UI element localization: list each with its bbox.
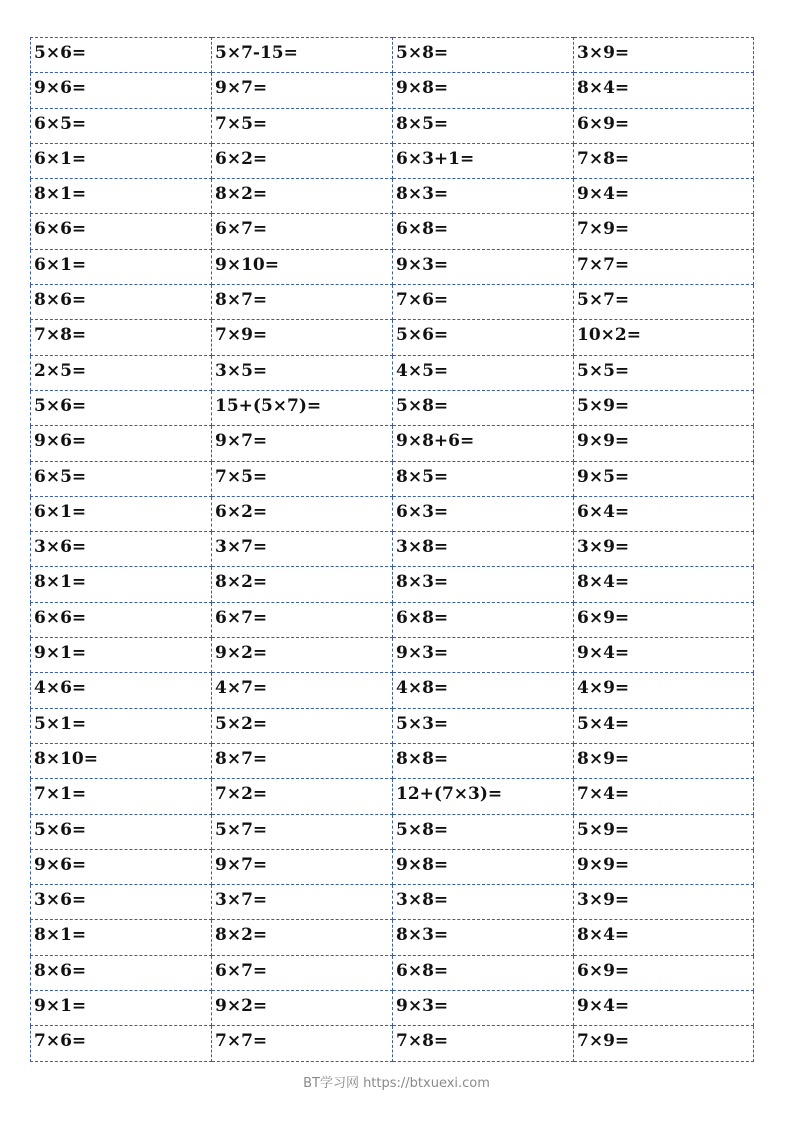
table-row — [31, 143, 754, 178]
table-row — [31, 285, 754, 320]
problem-cell: 6×1= — [31, 496, 212, 531]
problem-cell: 8×1= — [31, 920, 212, 955]
problem-cell: 9×8+6= — [393, 426, 574, 461]
problem-cell: 9×3= — [393, 991, 574, 1026]
table-row — [31, 567, 754, 602]
table-row — [31, 1026, 754, 1061]
problem-cell: 8×3= — [393, 920, 574, 955]
problem-cell: 8×2= — [212, 179, 393, 214]
problem-cell: 7×8= — [574, 143, 754, 178]
worksheet-body — [31, 38, 754, 1062]
problem-cell: 4×9= — [574, 673, 754, 708]
problem-cell: 6×6= — [31, 214, 212, 249]
table-row — [31, 496, 754, 531]
problem-cell: 6×7= — [212, 602, 393, 637]
problem-cell: 3×7= — [212, 885, 393, 920]
problem-cell: 5×2= — [212, 708, 393, 743]
problem-cell: 5×6= — [31, 814, 212, 849]
problem-cell: 7×1= — [31, 779, 212, 814]
table-row — [31, 602, 754, 637]
problem-cell: 6×3+1= — [393, 143, 574, 178]
problem-cell: 3×8= — [393, 885, 574, 920]
problem-cell: 9×4= — [574, 638, 754, 673]
problem-cell: 6×9= — [574, 955, 754, 990]
table-row — [31, 814, 754, 849]
problem-cell: 7×8= — [393, 1026, 574, 1061]
table-row — [31, 955, 754, 990]
problem-cell: 2×5= — [31, 355, 212, 390]
problem-cell: 8×3= — [393, 567, 574, 602]
table-row — [31, 320, 754, 355]
problem-cell: 7×5= — [212, 108, 393, 143]
problem-cell: 5×4= — [574, 708, 754, 743]
problem-cell: 7×6= — [31, 1026, 212, 1061]
problem-cell: 8×4= — [574, 73, 754, 108]
problem-cell: 6×7= — [212, 955, 393, 990]
problem-cell: 6×7= — [212, 214, 393, 249]
problem-cell: 9×1= — [31, 638, 212, 673]
problem-cell: 9×3= — [393, 638, 574, 673]
table-row — [31, 108, 754, 143]
problem-cell: 6×4= — [574, 496, 754, 531]
table-row — [31, 461, 754, 496]
problem-cell: 8×4= — [574, 920, 754, 955]
problem-cell: 9×10= — [212, 249, 393, 284]
problem-cell: 8×7= — [212, 743, 393, 778]
problem-cell: 5×8= — [393, 38, 574, 73]
table-row — [31, 779, 754, 814]
problem-cell: 5×6= — [31, 390, 212, 425]
problem-cell: 9×7= — [212, 73, 393, 108]
problem-cell: 8×1= — [31, 179, 212, 214]
problem-cell: 6×2= — [212, 496, 393, 531]
problem-cell: 5×9= — [574, 390, 754, 425]
problem-cell: 8×2= — [212, 920, 393, 955]
table-row — [31, 426, 754, 461]
problem-cell: 9×7= — [212, 426, 393, 461]
table-row — [31, 885, 754, 920]
problem-cell: 8×5= — [393, 461, 574, 496]
table-row — [31, 673, 754, 708]
problem-cell: 9×1= — [31, 991, 212, 1026]
problem-cell: 6×5= — [31, 461, 212, 496]
problem-cell: 8×6= — [31, 285, 212, 320]
problem-cell: 9×7= — [212, 849, 393, 884]
problem-cell: 3×9= — [574, 38, 754, 73]
problem-cell: 5×9= — [574, 814, 754, 849]
problem-cell: 9×8= — [393, 849, 574, 884]
problem-cell: 7×9= — [574, 214, 754, 249]
problem-cell: 5×8= — [393, 390, 574, 425]
problem-cell: 6×8= — [393, 214, 574, 249]
problem-cell: 5×1= — [31, 708, 212, 743]
problem-cell: 3×8= — [393, 532, 574, 567]
table-row — [31, 355, 754, 390]
problem-cell: 8×6= — [31, 955, 212, 990]
table-row — [31, 991, 754, 1026]
problem-cell: 8×2= — [212, 567, 393, 602]
problem-cell: 6×2= — [212, 143, 393, 178]
problem-cell: 9×2= — [212, 638, 393, 673]
problem-cell: 3×7= — [212, 532, 393, 567]
problem-cell: 8×4= — [574, 567, 754, 602]
problem-cell: 9×6= — [31, 849, 212, 884]
problem-cell: 6×1= — [31, 249, 212, 284]
problem-cell: 3×9= — [574, 532, 754, 567]
problem-cell: 9×9= — [574, 849, 754, 884]
problem-cell: 10×2= — [574, 320, 754, 355]
problem-cell: 9×6= — [31, 426, 212, 461]
problem-cell: 6×6= — [31, 602, 212, 637]
watermark: BT学习网 https://btxuexi.com — [303, 1076, 490, 1091]
problem-cell: 7×2= — [212, 779, 393, 814]
problem-cell: 5×8= — [393, 814, 574, 849]
problem-cell: 6×9= — [574, 108, 754, 143]
problem-cell: 8×9= — [574, 743, 754, 778]
problem-cell: 5×7= — [574, 285, 754, 320]
problem-cell: 7×7= — [574, 249, 754, 284]
table-row — [31, 214, 754, 249]
problem-cell: 4×5= — [393, 355, 574, 390]
problem-cell: 7×6= — [393, 285, 574, 320]
problem-cell: 8×3= — [393, 179, 574, 214]
problem-cell: 5×7= — [212, 814, 393, 849]
problem-cell: 8×5= — [393, 108, 574, 143]
table-row — [31, 179, 754, 214]
table-row — [31, 532, 754, 567]
problem-cell: 3×6= — [31, 532, 212, 567]
problem-cell: 9×2= — [212, 991, 393, 1026]
problem-cell: 3×6= — [31, 885, 212, 920]
worksheet-table — [30, 37, 754, 1062]
problem-cell: 6×8= — [393, 602, 574, 637]
problem-cell: 7×8= — [31, 320, 212, 355]
problem-cell: 7×9= — [574, 1026, 754, 1061]
problem-cell: 4×8= — [393, 673, 574, 708]
problem-cell: 9×3= — [393, 249, 574, 284]
problem-cell: 7×5= — [212, 461, 393, 496]
table-row — [31, 390, 754, 425]
problem-cell: 9×4= — [574, 179, 754, 214]
problem-cell: 8×1= — [31, 567, 212, 602]
table-row — [31, 638, 754, 673]
table-row — [31, 920, 754, 955]
problem-cell: 6×8= — [393, 955, 574, 990]
problem-cell: 9×4= — [574, 991, 754, 1026]
problem-cell: 9×6= — [31, 73, 212, 108]
table-row — [31, 38, 754, 73]
table-row — [31, 743, 754, 778]
table-row — [31, 849, 754, 884]
problem-cell: 9×8= — [393, 73, 574, 108]
problem-cell: 5×5= — [574, 355, 754, 390]
problem-cell: 3×5= — [212, 355, 393, 390]
problem-cell: 9×5= — [574, 461, 754, 496]
problem-cell: 6×3= — [393, 496, 574, 531]
problem-cell: 4×7= — [212, 673, 393, 708]
problem-cell: 6×5= — [31, 108, 212, 143]
problem-cell: 15+(5×7)= — [212, 390, 393, 425]
problem-cell: 12+(7×3)= — [393, 779, 574, 814]
table-row — [31, 73, 754, 108]
problem-cell: 5×6= — [393, 320, 574, 355]
problem-cell: 5×6= — [31, 38, 212, 73]
table-row — [31, 708, 754, 743]
problem-cell: 6×1= — [31, 143, 212, 178]
problem-cell: 8×8= — [393, 743, 574, 778]
problem-cell: 7×9= — [212, 320, 393, 355]
problem-cell: 4×6= — [31, 673, 212, 708]
problem-cell: 8×10= — [31, 743, 212, 778]
problem-cell: 6×9= — [574, 602, 754, 637]
problem-cell: 3×9= — [574, 885, 754, 920]
problem-cell: 5×3= — [393, 708, 574, 743]
problem-cell: 5×7-15= — [212, 38, 393, 73]
table-row — [31, 249, 754, 284]
problem-cell: 9×9= — [574, 426, 754, 461]
problem-cell: 7×4= — [574, 779, 754, 814]
problem-cell: 7×7= — [212, 1026, 393, 1061]
problem-cell: 8×7= — [212, 285, 393, 320]
